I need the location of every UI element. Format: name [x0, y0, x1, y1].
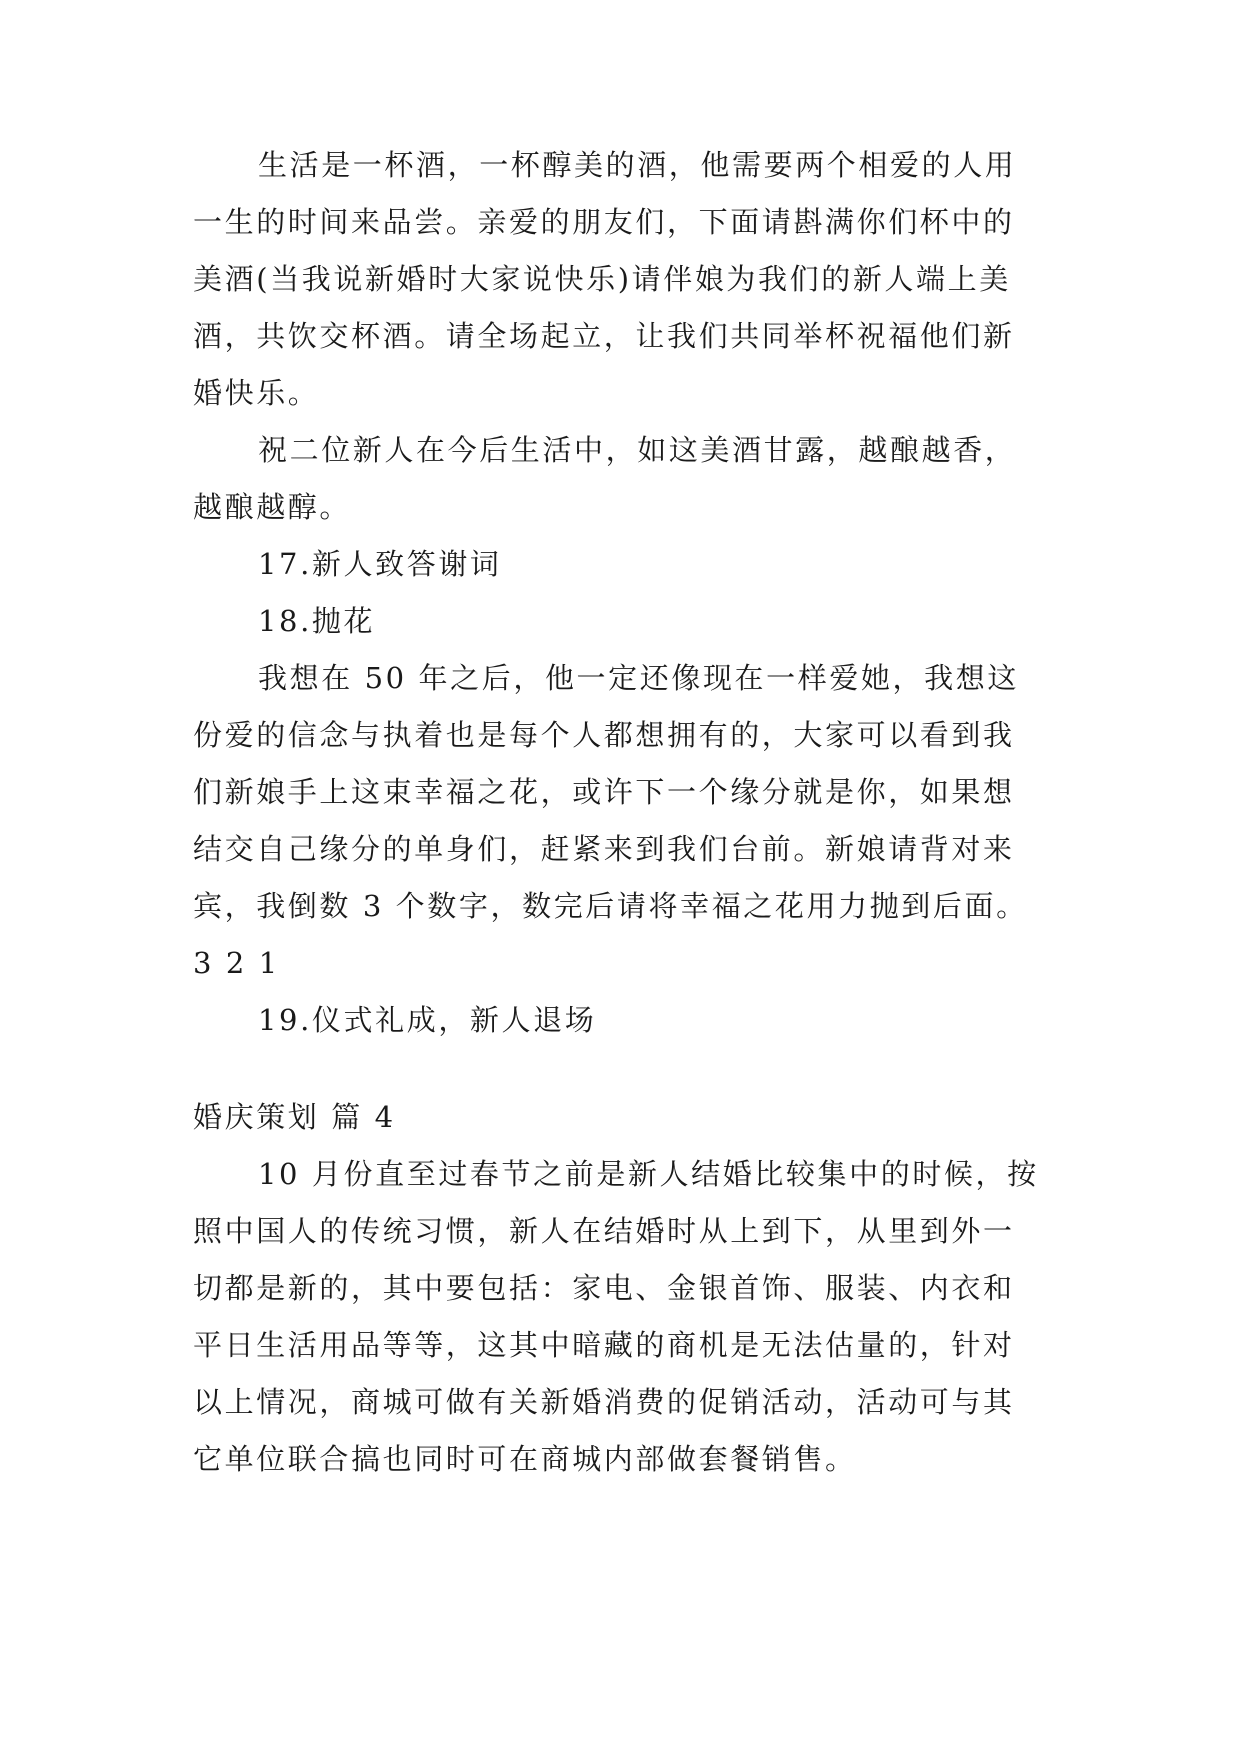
- paragraph-line: 们新娘手上这束幸福之花，或许下一个缘分就是你，如果想: [193, 775, 1015, 809]
- paragraph-line: 越酿越醇。: [193, 490, 352, 524]
- paragraph-line: 照中国人的传统习惯，新人在结婚时从上到下，从里到外一: [193, 1214, 1015, 1248]
- paragraph-line: 美酒(当我说新婚时大家说快乐)请伴娘为我们的新人端上美: [193, 262, 1011, 296]
- list-item: 19.仪式礼成，新人退场: [258, 1003, 597, 1037]
- paragraph-line: 一生的时间来品尝。亲爱的朋友们，下面请斟满你们杯中的: [193, 205, 1015, 239]
- paragraph-line: 切都是新的，其中要包括：家电、金银首饰、服装、内衣和: [193, 1271, 1015, 1305]
- paragraph-line: 宾，我倒数 3 个数字，数完后请将幸福之花用力抛到后面。: [193, 889, 1028, 923]
- paragraph-line: 它单位联合搞也同时可在商城内部做套餐销售。: [193, 1442, 857, 1476]
- paragraph-line: 以上情况，商城可做有关新婚消费的促销活动，活动可与其: [193, 1385, 1015, 1419]
- paragraph-line: 平日生活用品等等，这其中暗藏的商机是无法估量的，针对: [193, 1328, 1015, 1362]
- list-item: 18.抛花: [258, 604, 376, 638]
- paragraph-line: 3 2 1: [193, 946, 280, 980]
- paragraph-line: 我想在 50 年之后，他一定还像现在一样爱她，我想这: [258, 661, 1019, 695]
- paragraph-line: 酒，共饮交杯酒。请全场起立，让我们共同举杯祝福他们新: [193, 319, 1015, 353]
- paragraph-line: 婚快乐。: [193, 376, 320, 410]
- section-heading: 婚庆策划 篇 4: [193, 1100, 396, 1134]
- paragraph-line: 10 月份直至过春节之前是新人结婚比较集中的时候，按: [258, 1157, 1039, 1191]
- paragraph-line: 份爱的信念与执着也是每个人都想拥有的，大家可以看到我: [193, 718, 1015, 752]
- list-item: 17.新人致答谢词: [258, 547, 502, 581]
- paragraph-line: 祝二位新人在今后生活中，如这美酒甘露，越酿越香，: [258, 433, 1017, 467]
- paragraph-line: 结交自己缘分的单身们，赶紧来到我们台前。新娘请背对来: [193, 832, 1015, 866]
- paragraph-line: 生活是一杯酒，一杯醇美的酒，他需要两个相爱的人用: [258, 148, 1017, 182]
